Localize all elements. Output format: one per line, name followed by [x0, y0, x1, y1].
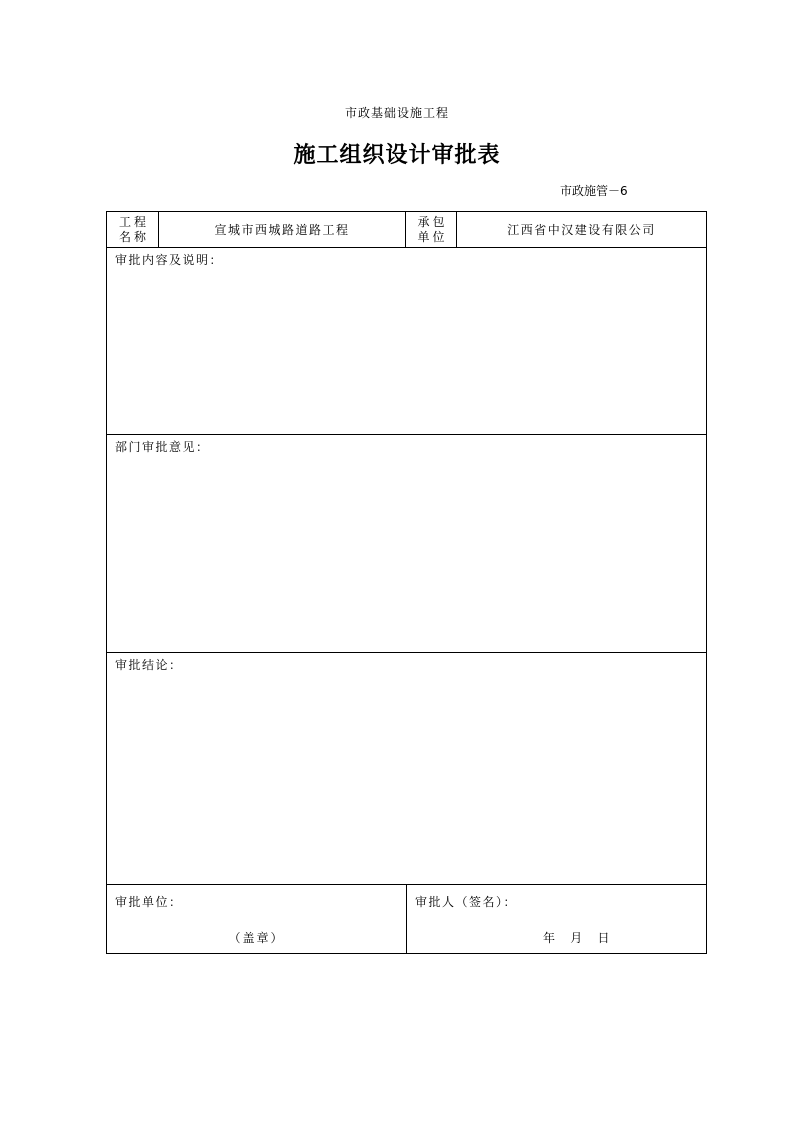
contractor-value-cell[interactable] — [456, 211, 707, 248]
project-name-label-line2: 名称 — [118, 229, 149, 244]
conclusion-label: 审批结论： — [115, 658, 183, 672]
project-name-label-line1: 工程 — [118, 214, 149, 229]
dept-opinion-section[interactable] — [106, 434, 707, 653]
contractor-label-cell — [405, 211, 457, 248]
date-line: 年 月 日 — [543, 931, 610, 945]
page-title: 施工组织设计审批表 — [293, 142, 501, 168]
seal-note: （盖章） — [228, 931, 285, 945]
project-name-value-cell[interactable] — [158, 211, 406, 248]
approving-unit-cell[interactable] — [106, 884, 407, 954]
approving-unit-label: 审批单位： — [115, 895, 183, 909]
content-section-label: 审批内容及说明： — [115, 253, 224, 267]
approver-cell[interactable] — [406, 884, 707, 954]
project-name-label-cell — [106, 211, 159, 248]
dept-opinion-label: 部门审批意见： — [115, 440, 210, 454]
contractor-label-line2: 单位 — [417, 229, 448, 244]
contractor-label-line1: 承包 — [417, 214, 448, 229]
page-subtitle: 市政基础设施工程 — [344, 106, 449, 120]
conclusion-section[interactable] — [106, 652, 707, 885]
approval-form — [106, 211, 707, 954]
project-name-value: 宣城市西城路道路工程 — [214, 223, 350, 237]
content-section[interactable] — [106, 247, 707, 435]
form-code: 市政施管－6 — [560, 184, 628, 198]
approver-label: 审批人（签名）： — [415, 895, 518, 909]
contractor-value: 江西省中汉建设有限公司 — [507, 223, 656, 237]
